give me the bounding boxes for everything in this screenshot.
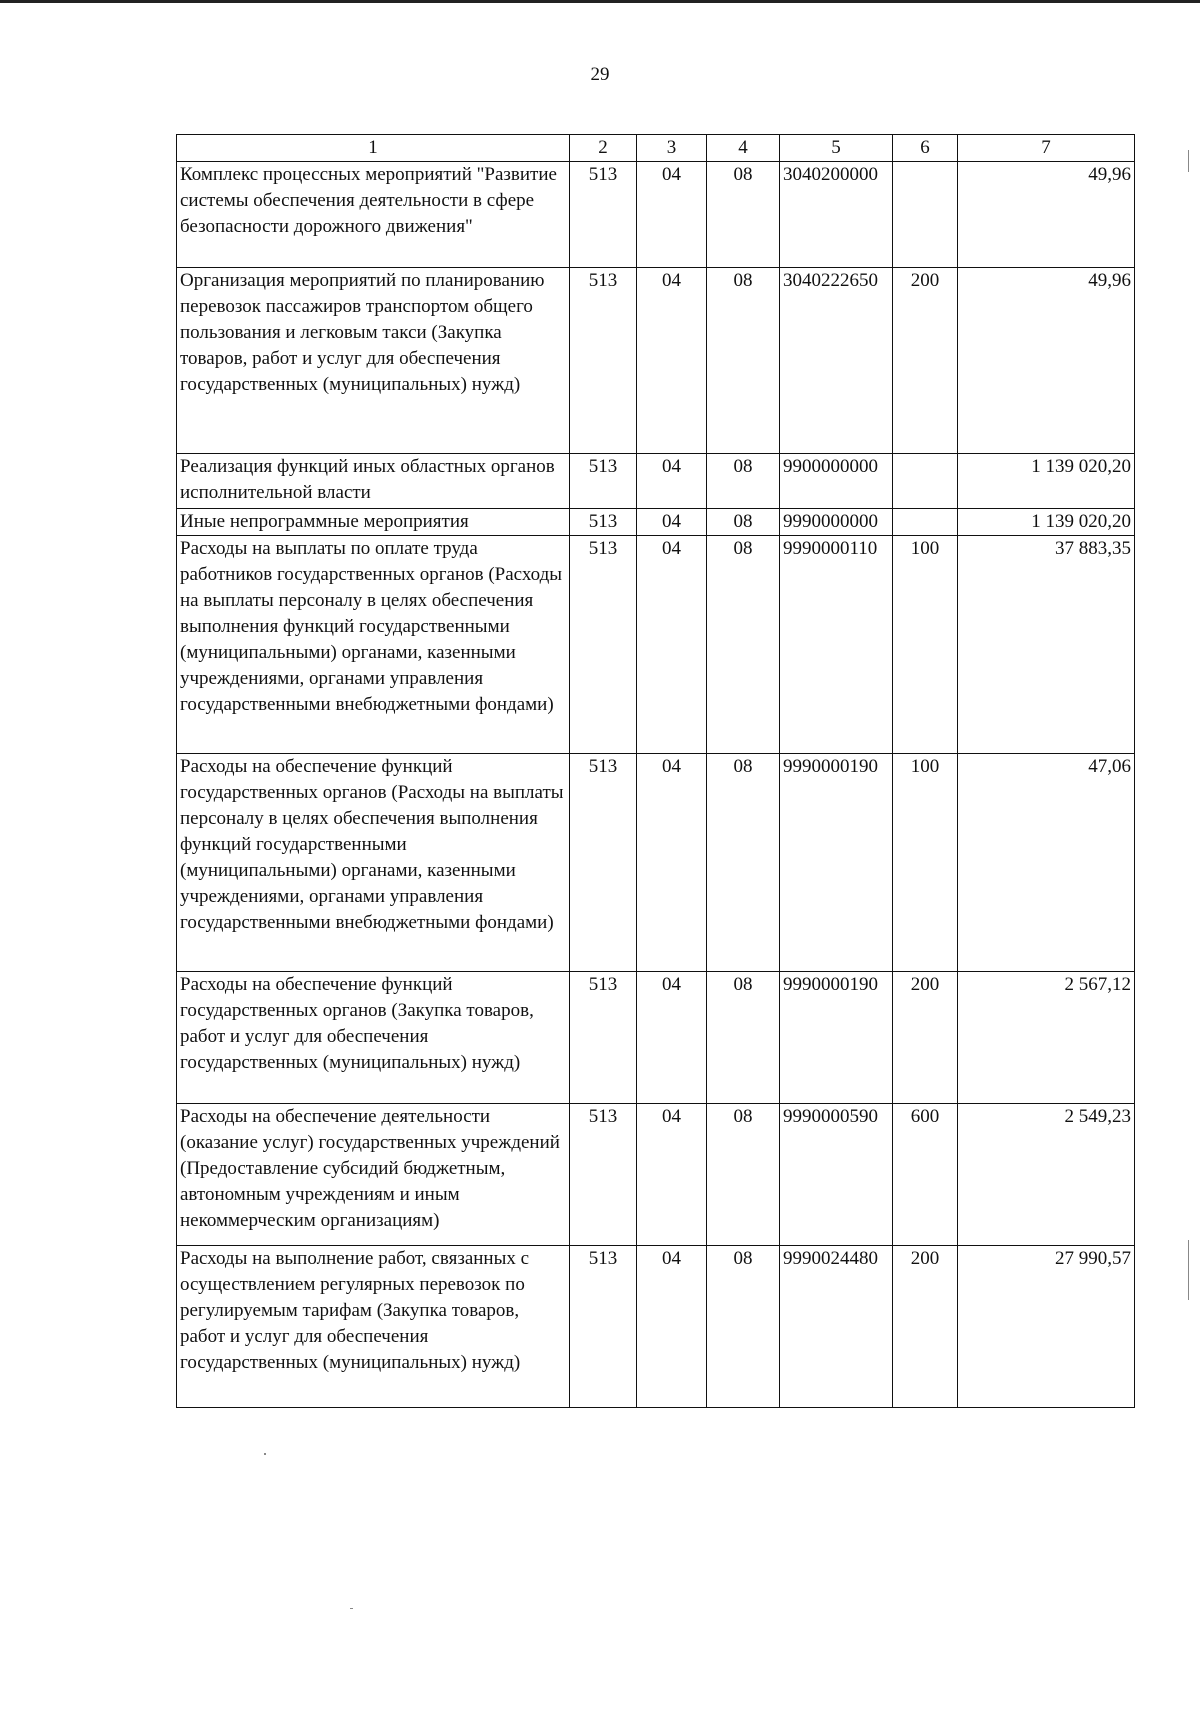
subsection-cell: 08 [707,536,780,754]
page-number: 29 [590,64,610,85]
header-cell: 1 [177,135,570,162]
expense-type-cell: 200 [893,268,958,454]
description-cell: Иные непрограммные мероприятия [177,509,570,536]
admin-code-cell: 513 [570,1104,637,1246]
admin-code-cell: 513 [570,536,637,754]
description-cell: Расходы на обеспечение функций государственных органов (Расходы на выплаты персоналу в целях обеспечения выполнения функций государственными (муниципальными) органами, казенными учреждениями, органами управления государственными внебюджетными фондами) [177,754,570,972]
subsection-cell: 08 [707,268,780,454]
amount-cell: 49,96 [958,268,1135,454]
description-cell: Организация мероприятий по планированию перевозок пассажиров транспортом общего пользования и легковым такси (Закупка товаров, работ и услуг для обеспечения государственных (муниципальных) нужд) [177,268,570,454]
scan-artifact [264,1453,266,1455]
amount-cell: 27 990,57 [958,1246,1135,1408]
target-item-cell: 9990000110 [780,536,893,754]
subsection-cell: 08 [707,1246,780,1408]
target-item-cell: 3040200000 [780,162,893,268]
description-cell: Расходы на обеспечение деятельности (оказание услуг) государственных учреждений (Предоставление субсидий бюджетным, автономным учреждениям и иным некоммерческим организациям) [177,1104,570,1246]
header-row [177,135,1135,162]
table-header [177,135,1135,162]
section-cell: 04 [637,268,707,454]
admin-code-cell: 513 [570,509,637,536]
amount-cell: 1 139 020,20 [958,509,1135,536]
section-cell: 04 [637,1104,707,1246]
admin-code-cell: 513 [570,1246,637,1408]
description-cell: Реализация функций иных областных органов исполнительной власти [177,454,570,509]
table-row [177,162,1135,268]
top-edge-line [0,0,1200,3]
table-row [177,509,1135,536]
subsection-cell: 08 [707,509,780,536]
amount-cell: 2 549,23 [958,1104,1135,1246]
subsection-cell: 08 [707,162,780,268]
amount-cell: 37 883,35 [958,536,1135,754]
admin-code-cell: 513 [570,972,637,1104]
table-row [177,454,1135,509]
expense-type-cell: 200 [893,1246,958,1408]
subsection-cell: 08 [707,454,780,509]
expense-type-cell: 100 [893,754,958,972]
expense-type-cell: 600 [893,1104,958,1246]
table-row [177,536,1135,754]
table-row [177,754,1135,972]
expense-type-cell [893,162,958,268]
header-cell: 2 [570,135,637,162]
amount-cell: 47,06 [958,754,1135,972]
target-item-cell: 9900000000 [780,454,893,509]
target-item-cell: 9990000590 [780,1104,893,1246]
header-cell: 7 [958,135,1135,162]
expense-type-cell [893,454,958,509]
section-cell: 04 [637,754,707,972]
header-cell: 6 [893,135,958,162]
target-item-cell: 9990024480 [780,1246,893,1408]
section-cell: 04 [637,1246,707,1408]
table-row [177,1246,1135,1408]
target-item-cell: 9990000190 [780,972,893,1104]
target-item-cell: 3040222650 [780,268,893,454]
table-row [177,268,1135,454]
scan-artifact [1188,150,1189,172]
scan-artifact [1188,1240,1189,1300]
subsection-cell: 08 [707,1104,780,1246]
admin-code-cell: 513 [570,162,637,268]
section-cell: 04 [637,454,707,509]
subsection-cell: 08 [707,754,780,972]
table-body [177,162,1135,1408]
table-row [177,972,1135,1104]
admin-code-cell: 513 [570,754,637,972]
section-cell: 04 [637,162,707,268]
header-cell: 4 [707,135,780,162]
header-cell: 5 [780,135,893,162]
admin-code-cell: 513 [570,454,637,509]
target-item-cell: 9990000000 [780,509,893,536]
table-row [177,1104,1135,1246]
scan-artifact [350,1608,353,1609]
section-cell: 04 [637,972,707,1104]
amount-cell: 2 567,12 [958,972,1135,1104]
section-cell: 04 [637,536,707,754]
subsection-cell: 08 [707,972,780,1104]
budget-table [176,134,1135,1408]
amount-cell: 49,96 [958,162,1135,268]
description-cell: Расходы на выплаты по оплате труда работников государственных органов (Расходы на выплаты персоналу в целях обеспечения выполнения функций государственными (муниципальными) органами, казенными учреждениями, органами управления государственными внебюджетными фондами) [177,536,570,754]
amount-cell: 1 139 020,20 [958,454,1135,509]
expense-type-cell: 100 [893,536,958,754]
header-cell: 3 [637,135,707,162]
description-cell: Расходы на обеспечение функций государственных органов (Закупка товаров, работ и услуг для обеспечения государственных (муниципальных) нужд) [177,972,570,1104]
description-cell: Расходы на выполнение работ, связанных с осуществлением регулярных перевозок по регулируемым тарифам (Закупка товаров, работ и услуг для обеспечения государственных (муниципальных) нужд) [177,1246,570,1408]
admin-code-cell: 513 [570,268,637,454]
expense-type-cell: 200 [893,972,958,1104]
expense-type-cell [893,509,958,536]
section-cell: 04 [637,509,707,536]
target-item-cell: 9990000190 [780,754,893,972]
description-cell: Комплекс процессных мероприятий "Развитие системы обеспечения деятельности в сфере безопасности дорожного движения" [177,162,570,268]
